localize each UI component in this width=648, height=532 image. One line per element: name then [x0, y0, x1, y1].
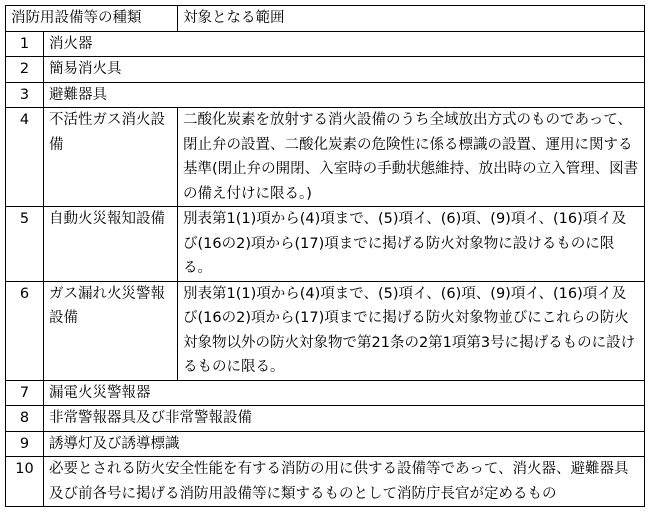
table-row	[6, 57, 645, 83]
row-number: 9	[6, 431, 44, 457]
table-row	[6, 281, 645, 380]
row-number: 2	[6, 57, 44, 83]
table-row	[6, 406, 645, 432]
header-scope: 対象となる範囲	[178, 6, 645, 32]
row-number: 10	[6, 457, 44, 507]
equipment-name: 簡易消火具	[44, 57, 645, 83]
table-row	[6, 457, 645, 507]
row-number: 8	[6, 406, 44, 432]
row-number: 6	[6, 281, 44, 380]
equipment-name: 必要とされる防火安全性能を有する消防の用に供する設備等であって、消火器、避難器具及び前各号に掲げる消防用設備等に類するものとして消防庁長官が定めるもの	[44, 457, 645, 507]
row-number: 1	[6, 31, 44, 57]
scope-text: 二酸化炭素を放射する消火設備のうち全域放出方式のものであって、閉止弁の設置、二酸化炭素の危険性に係る標識の設置、運用に関する基準(閉止弁の開閉、入室時の手動状態維持、放出時の立入管理、図書の備え付けに限る。)	[178, 108, 645, 207]
table-row	[6, 380, 645, 406]
equipment-name: 自動火災報知設備	[44, 207, 178, 282]
header-equipment-type: 消防用設備等の種類	[6, 6, 178, 32]
table-row	[6, 108, 645, 207]
table-row	[6, 82, 645, 108]
row-number: 3	[6, 82, 44, 108]
row-number: 4	[6, 108, 44, 207]
row-number: 5	[6, 207, 44, 282]
equipment-name: 誘導灯及び誘導標識	[44, 431, 645, 457]
scope-text: 別表第1(1)項から(4)項まで、(5)項イ、(6)項、(9)項イ、(16)項イ及び(16の2)項から(17)項までに掲げる防火対象物に設けるものに限る。	[178, 207, 645, 282]
equipment-table	[5, 5, 645, 507]
table-header-row	[6, 6, 645, 32]
table-row	[6, 31, 645, 57]
equipment-name: 不活性ガス消火設備	[44, 108, 178, 207]
equipment-name: 消火器	[44, 31, 645, 57]
table-row	[6, 207, 645, 282]
equipment-name: 漏電火災警報器	[44, 380, 645, 406]
row-number: 7	[6, 380, 44, 406]
table-row	[6, 431, 645, 457]
equipment-name: 非常警報器具及び非常警報設備	[44, 406, 645, 432]
equipment-name: 避難器具	[44, 82, 645, 108]
scope-text: 別表第1(1)項から(4)項まで、(5)項イ、(6)項、(9)項イ、(16)項イ及び(16の2)項から(17)項までに掲げる防火対象物並びにこれらの防火対象物以外の防火対象物で第21条の2第1項第3号に掲げるものに設けるものに限る。	[178, 281, 645, 380]
equipment-name: ガス漏れ火災警報設備	[44, 281, 178, 380]
